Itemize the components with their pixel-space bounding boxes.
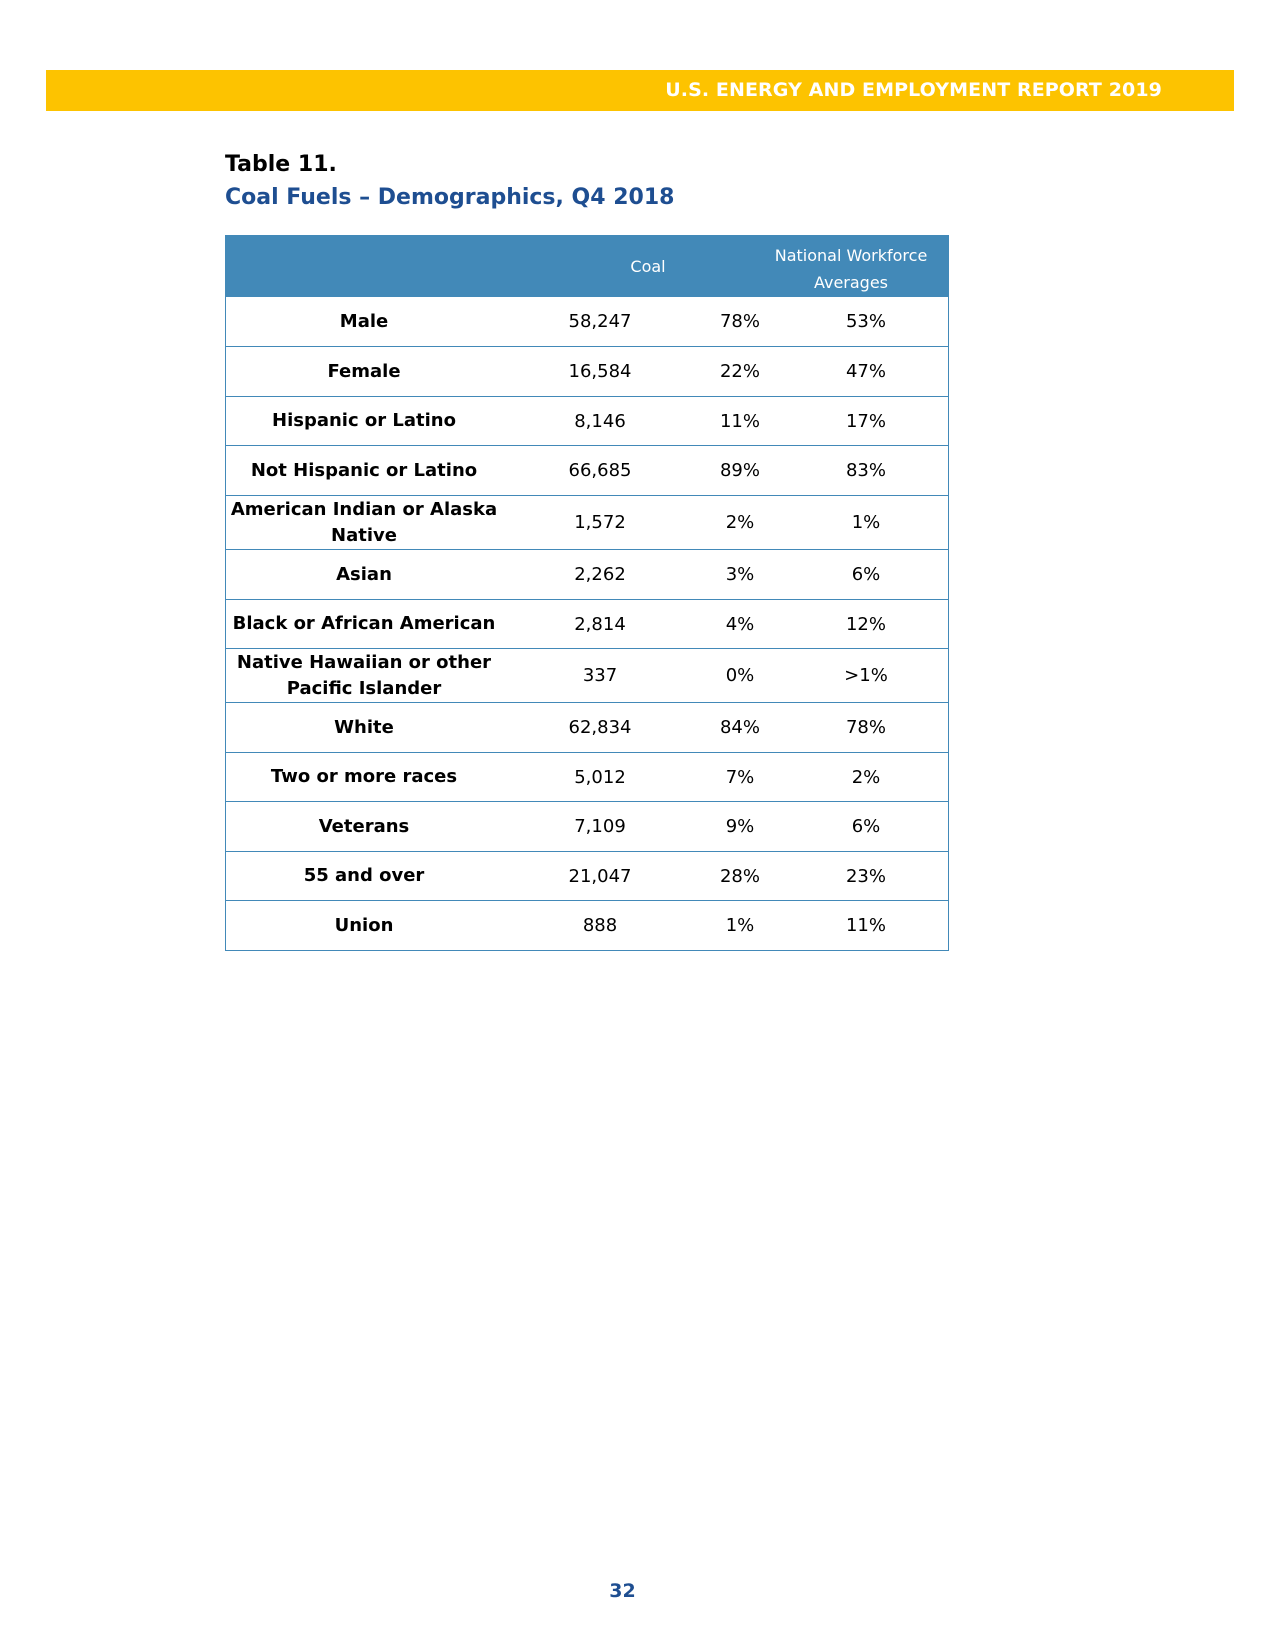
row-label: Native Hawaiian or other Pacific Islander (236, 651, 492, 699)
coal-count: 5,012 (574, 766, 626, 788)
coal-count: 16,584 (568, 361, 632, 382)
national-average: 78% (845, 717, 886, 738)
coal-percent: 2% (725, 512, 755, 533)
row-label: Asian (336, 563, 392, 585)
coal-count: 337 (582, 665, 618, 686)
row-label: Veterans (318, 815, 410, 837)
national-average: 17% (845, 410, 886, 432)
national-average: 47% (845, 361, 886, 382)
coal-count: 21,047 (568, 865, 632, 887)
coal-percent: 7% (725, 766, 755, 788)
table-header (226, 236, 948, 297)
coal-count: 58,247 (568, 311, 632, 332)
row-label: Not Hispanic or Latino (250, 459, 478, 481)
table-row (226, 599, 948, 648)
table-row (226, 801, 948, 851)
national-average: 1% (851, 512, 881, 533)
coal-count: 1,572 (574, 512, 626, 533)
table-row (226, 648, 948, 702)
column-header-coal: Coal (630, 257, 666, 276)
national-average: 12% (845, 613, 886, 635)
report-title: U.S. ENERGY AND EMPLOYMENT REPORT 2019 (665, 79, 1162, 101)
table-row (226, 900, 948, 950)
row-label: Male (339, 310, 389, 332)
national-average: 83% (845, 460, 886, 481)
coal-count: 2,814 (574, 613, 626, 635)
coal-count: 7,109 (574, 816, 626, 837)
coal-percent: 89% (719, 460, 760, 481)
row-label: White (334, 716, 394, 738)
coal-percent: 28% (719, 865, 760, 887)
coal-percent: 84% (719, 717, 760, 738)
table-row (226, 297, 948, 346)
table-row (226, 495, 948, 549)
table-title: Coal Fuels – Demographics, Q4 2018 (225, 185, 675, 210)
coal-percent: 78% (719, 311, 760, 332)
row-label: 55 and over (303, 865, 425, 886)
row-label: Union (334, 914, 394, 936)
coal-percent: 4% (725, 613, 755, 635)
coal-count: 888 (582, 915, 618, 936)
coal-percent: 11% (719, 410, 760, 432)
row-label: Female (327, 360, 401, 382)
coal-percent: 0% (725, 665, 755, 686)
national-average: >1% (844, 665, 888, 686)
national-average: 2% (851, 766, 881, 788)
coal-count: 2,262 (574, 564, 626, 585)
coal-percent: 1% (725, 915, 755, 936)
national-average: 23% (845, 865, 886, 887)
table-row (226, 851, 948, 900)
table-row (226, 702, 948, 752)
coal-count: 62,834 (568, 717, 632, 738)
coal-count: 66,685 (568, 460, 632, 481)
table-row (226, 445, 948, 495)
national-average: 6% (851, 564, 881, 585)
table-label: Table 11. (225, 152, 337, 177)
table-row (226, 396, 948, 445)
table-row (226, 346, 948, 396)
column-header-national-line2: Averages (813, 273, 889, 292)
table-row (226, 549, 948, 599)
coal-percent: 3% (725, 564, 755, 585)
row-label: American Indian or Alaska Native (230, 498, 498, 546)
page-number: 32 (609, 1580, 636, 1602)
national-average: 6% (851, 816, 881, 837)
table-body (226, 297, 948, 950)
national-average: 53% (845, 311, 886, 332)
column-header-national-average (758, 242, 944, 296)
row-label: Black or African American (232, 613, 496, 634)
coal-count: 8,146 (574, 410, 626, 432)
national-average: 11% (845, 915, 886, 936)
coal-percent: 22% (719, 361, 760, 382)
row-label: Hispanic or Latino (272, 410, 456, 431)
row-label: Two or more races (270, 766, 458, 787)
table-row (226, 752, 948, 801)
demographics-table (225, 235, 949, 951)
coal-percent: 9% (725, 816, 755, 837)
column-header-national-line1: National Workforce (774, 246, 928, 265)
report-banner (46, 70, 1234, 111)
